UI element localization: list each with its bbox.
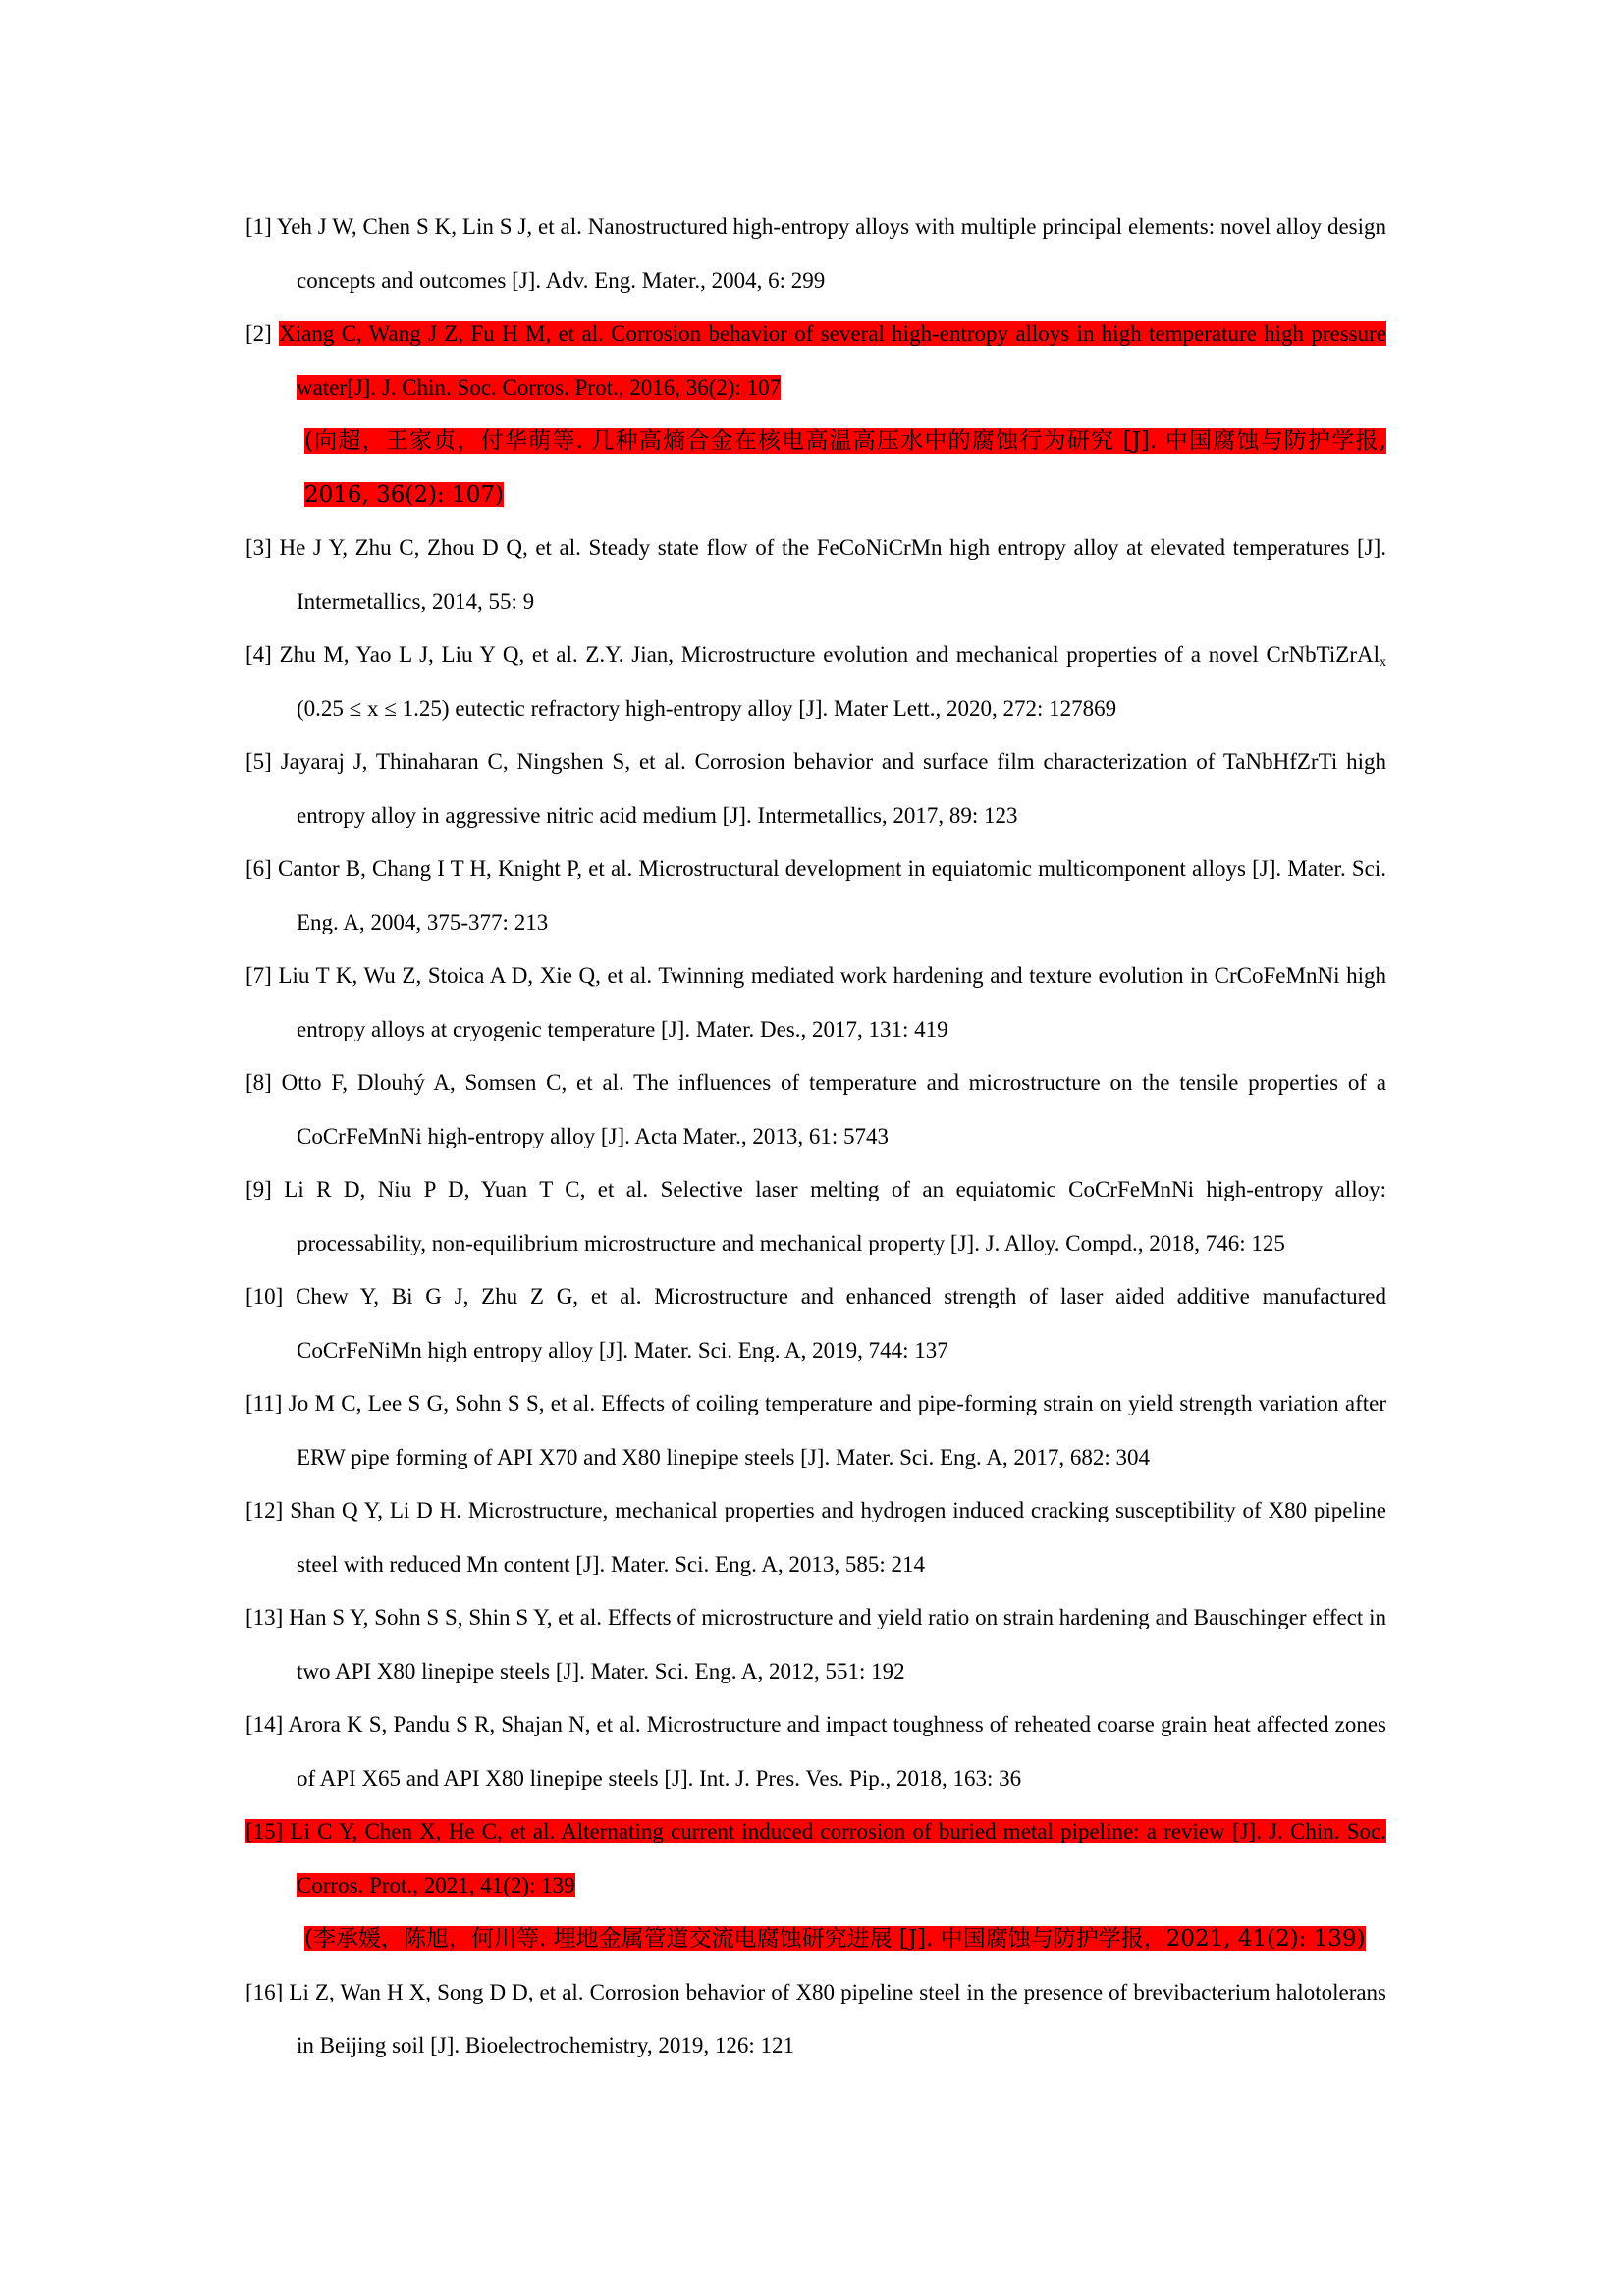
reference-text: Shan Q Y, Li D H. Microstructure, mechanical properties and hydrogen induced cracking susceptibility of X80 pipeline steel with reduced Mn content [J]. Mater. Sci. Eng. A, 2013, 585: 214 [290, 1498, 1386, 1576]
reference-text: Yeh J W, Chen S K, Lin S J, et al. Nanostructured high‐entropy alloys with multiple principal elements: novel alloy design concepts and outcomes [J]. Adv. Eng. Mater., 2004, 6: 299 [276, 214, 1386, 293]
reference-number: [16] [245, 1979, 284, 2004]
reference-item [245, 1377, 1386, 1484]
reference-text: He J Y, Zhu C, Zhou D Q, et al. Steady state flow of the FeCoNiCrMn high entropy alloy at elevated temperatures [J]. Intermetallics, 2014, 55: 9 [279, 535, 1387, 614]
reference-item [245, 1591, 1386, 1698]
reference-number: [13] [245, 1605, 284, 1629]
chinese-citation-text: (李承媛，陈旭，何川等. 埋地金属管道交流电腐蚀研究进展 [J]. 中国腐蚀与防护学报，2021, 41(2): 139) [304, 1926, 1366, 1951]
reference-number: [6] [245, 856, 272, 881]
reference-item [245, 200, 1386, 307]
reference-number: [9] [245, 1177, 272, 1201]
reference-text: Chew Y, Bi G J, Zhu Z G, et al. Microstructure and enhanced strength of laser aided additive manufactured CoCrFeNiMn high entropy alloy [J]. Mater. Sci. Eng. A, 2019, 744: 137 [296, 1284, 1387, 1362]
reference-number: [5] [245, 749, 272, 774]
reference-text-part-a: Zhu M, Yao L J, Liu Y Q, et al. Z.Y. Jian, Microstructure evolution and mechanical properties of a novel CrNbTiZrAl [279, 642, 1380, 667]
reference-item [245, 1698, 1386, 1805]
reference-item [245, 842, 1386, 949]
reference-item [245, 521, 1386, 628]
reference-text-highlighted: Xiang C, Wang J Z, Fu H M, et al. Corrosion behavior of several high-entropy alloys in high temperature high pressure water[J]. J. Chin. Soc. Corros. Prot., 2016, 36(2): 107 [279, 321, 1387, 400]
reference-text-highlighted: Li C Y, Chen X, He C, et al. Alternating current induced corrosion of buried metal pipeline: a review [J]. J. Chin. Soc. Corros. Prot., 2021, 41(2): 139 [290, 1819, 1386, 1897]
reference-text: Li R D, Niu P D, Yuan T C, et al. Selective laser melting of an equiatomic CoCrFeMnNi high-entropy alloy: processability, non-equilibrium microstructure and mechanical property [J]. J. Alloy. Compd., 2018, 746: 125 [284, 1177, 1387, 1255]
reference-number: [4] [245, 642, 272, 667]
reference-text: Liu T K, Wu Z, Stoica A D, Xie Q, et al. Twinning mediated work hardening and texture evolution in CrCoFeMnNi high entropy alloys at cryogenic temperature [J]. Mater. Des., 2017, 131: 419 [278, 963, 1386, 1041]
reference-item [245, 735, 1386, 842]
reference-number: [1] [245, 214, 272, 239]
reference-text: Jo M C, Lee S G, Sohn S S, et al. Effects of coiling temperature and pipe-forming strain on yield strength variation after ERW pipe forming of API X70 and X80 linepipe steels [J]. Mater. Sci. Eng. A, 2017, 682: 304 [288, 1391, 1386, 1469]
reference-text: Li Z, Wan H X, Song D D, et al. Corrosion behavior of X80 pipeline steel in the presence of brevibacterium halotolerans in Beijing soil [J]. Bioelectrochemistry, 2019, 126: 121 [289, 1979, 1387, 2057]
reference-number: [11] [245, 1391, 283, 1415]
reference-item [245, 1270, 1386, 1377]
reference-item-highlighted [245, 307, 1386, 414]
reference-number: [15] [245, 1819, 284, 1843]
reference-list [245, 200, 1386, 2073]
reference-text: Cantor B, Chang I T H, Knight P, et al. Microstructural development in equiatomic multicomponent alloys [J]. Mater. Sci. Eng. A, 2004, 375-377: 213 [278, 856, 1387, 934]
reference-text: Han S Y, Sohn S S, Shin S Y, et al. Effects of microstructure and yield ratio on strain hardening and Bauschinger effect in two API X80 linepipe steels [J]. Mater. Sci. Eng. A, 2012, 551: 192 [289, 1605, 1387, 1683]
subscript-x: x [1380, 655, 1386, 669]
reference-text: Jayaraj J, Thinaharan C, Ningshen S, et al. Corrosion behavior and surface film characterization of TaNbHfZrTi high entropy alloy in aggressive nitric acid medium [J]. Intermetallics, 2017, 89: 123 [280, 749, 1386, 828]
reference-text: Arora K S, Pandu S R, Shajan N, et al. Microstructure and impact toughness of reheated coarse grain heat affected zones of API X65 and API X80 linepipe steels [J]. Int. J. Pres. Ves. Pip., 2018, 163: 36 [288, 1712, 1387, 1790]
reference-number: [10] [245, 1284, 284, 1308]
reference-item [245, 949, 1386, 1056]
reference-item-highlighted [245, 1805, 1386, 1912]
reference-item [245, 1056, 1386, 1163]
reference-item [245, 1966, 1386, 2073]
reference-chinese-translation [245, 1912, 1386, 1966]
reference-item [245, 628, 1386, 735]
reference-number: [8] [245, 1070, 272, 1095]
reference-number: [14] [245, 1712, 284, 1736]
reference-number: [3] [245, 535, 272, 560]
reference-chinese-translation [245, 414, 1386, 521]
reference-number: [12] [245, 1498, 284, 1522]
reference-number: [2] [245, 321, 272, 346]
chinese-citation-text: (向超，王家贞，付华萌等. 几种高熵合金在核电高温高压水中的腐蚀行为研究 [J]. 中国腐蚀与防护学报, 2016, 36(2): 107) [304, 428, 1386, 507]
reference-item [245, 1484, 1386, 1591]
reference-number: [7] [245, 963, 272, 988]
reference-text: Otto F, Dlouhý A, Somsen C, et al. The influences of temperature and microstructure on the tensile properties of a CoCrFeMnNi high-entropy alloy [J]. Acta Mater., 2013, 61: 5743 [281, 1070, 1387, 1148]
reference-item [245, 1163, 1386, 1270]
reference-text-part-b: (0.25 ≤ x ≤ 1.25) eutectic refractory high-entropy alloy [J]. Mater Lett., 2020, 272: 127869 [297, 695, 1117, 721]
